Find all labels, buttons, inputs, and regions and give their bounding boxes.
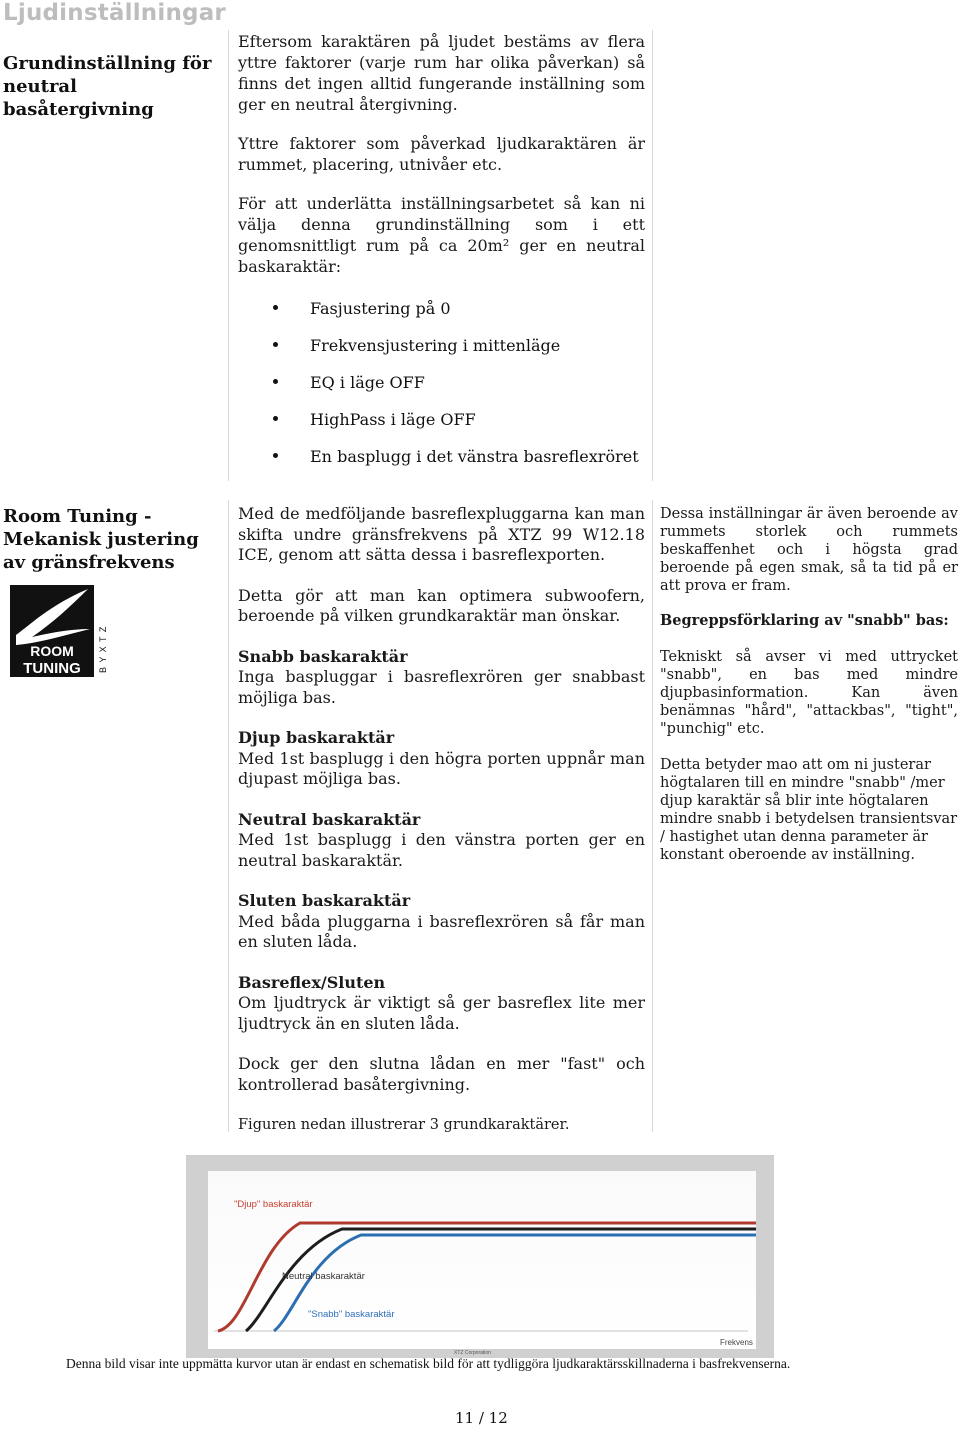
- divider-left-2: [228, 500, 229, 1132]
- page-title: Ljudinställningar: [3, 0, 226, 26]
- logo-text-tuning: TUNING: [23, 660, 81, 677]
- list-item-text: Fasjustering på 0: [310, 299, 451, 318]
- figure-svg: [186, 1155, 774, 1358]
- page-number: 11 / 12: [455, 1409, 508, 1427]
- djup-label: "Djup" baskaraktär: [234, 1199, 313, 1210]
- room-tuning-logo: [10, 585, 112, 677]
- list-item: [310, 335, 650, 372]
- snabb-label: "Snabb" baskaraktär: [308, 1309, 395, 1320]
- bullet-icon: [273, 305, 278, 310]
- item-title: Snabb baskaraktär: [238, 646, 408, 666]
- side-heading: Begreppsförklaring av "snabb" bas:: [660, 612, 949, 629]
- figure-intro: Figuren nedan illustrerar 3 grundkaraktärer.: [238, 1117, 570, 1133]
- section-heading-basic-setting: Grundinställning för neutral basåtergivning: [3, 53, 212, 120]
- settings-list: [310, 298, 650, 483]
- paragraph: Tekniskt så avser vi med uttrycket "snabb", en bas med mindre djupbasinformation. Kan även benämnas "hård", "attackbas", "tight", "punchig" etc.: [660, 649, 958, 737]
- bullet-icon: [273, 416, 278, 421]
- item-text: Med 1st basplugg i den vänstra porten ger en neutral baskaraktär.: [238, 830, 645, 870]
- logo-side-text: B Y X T Z: [98, 625, 108, 673]
- item-title: Sluten baskaraktär: [238, 891, 411, 910]
- logo-text-room: ROOM: [30, 643, 74, 659]
- paragraph: För att underlätta inställningsarbetet så kan ni välja denna grundinställning som i ett genomsnittligt rum på ca 20m² ger en neutral baskaraktär:: [238, 194, 645, 276]
- figure-caption: Denna bild visar inte uppmätta kurvor utan är endast en schematisk bild för att tydliggöra ljudkaraktärsskillnaderna i basfrekvenserna.: [66, 1356, 791, 1371]
- section1-body: [238, 31, 645, 277]
- divider-right: [652, 30, 653, 481]
- bullet-icon: [273, 379, 278, 384]
- list-item: [310, 446, 650, 483]
- list-item: [310, 298, 650, 335]
- bass-character-figure: [186, 1155, 774, 1358]
- list-item-text: HighPass i läge OFF: [310, 410, 476, 429]
- item-title: Neutral baskaraktär: [238, 809, 421, 829]
- list-item: [310, 409, 650, 446]
- paragraph: Med de medföljande basreflexpluggarna kan man skifta undre gränsfrekvens på XTZ 99 W12.18 ICE, genom att sätta dessa i basreflexporten.: [238, 504, 645, 564]
- bullet-icon: [273, 342, 278, 347]
- logo-graphic: [10, 585, 112, 677]
- section2-body: [238, 504, 645, 1136]
- list-item: [310, 372, 650, 409]
- divider-right-2: [652, 500, 653, 1132]
- bullet-icon: [273, 453, 278, 458]
- section-heading-room-tuning: Room Tuning - Mekanisk justering av gränsfrekvens: [3, 506, 199, 573]
- item-text: Om ljudtryck är viktigt så ger basreflex lite mer ljudtryck än en sluten låda.: [238, 993, 645, 1033]
- item-text: Med 1st basplugg i den högra porten uppnår man djupast möjliga bas.: [238, 748, 645, 788]
- paragraph: Eftersom karaktären på ljudet bestäms av flera yttre faktorer (varje rum har olika påverkan) så finns det ingen alltid fungerande inställning som ger en neutral återgivning.: [238, 32, 645, 114]
- brand-label: XTZ Corporation: [454, 1350, 491, 1356]
- item-text: Inga baspluggar i basreflexrören ger snabbast möjliga bas.: [238, 667, 645, 707]
- divider-left: [228, 30, 229, 481]
- paragraph: Detta gör att man kan optimera subwoofern, beroende på vilken grundkaraktär man önskar.: [238, 585, 645, 625]
- list-item-text: Frekvensjustering i mittenläge: [310, 336, 561, 355]
- paragraph: Dessa inställningar är även beroende av rummets storlek och rummets beskaffenhet och i högsta grad beroende på egen smak, så ta tid på er att prova er fram.: [660, 506, 958, 594]
- list-item-text: EQ i läge OFF: [310, 373, 425, 392]
- x-axis-label: Frekvens: [720, 1338, 753, 1347]
- list-item-text: En basplugg i det vänstra basreflexröret: [310, 447, 639, 466]
- side-notes: [660, 505, 958, 864]
- paragraph: Yttre faktorer som påverkad ljudkaraktären är rummet, placering, utnivåer etc.: [238, 134, 645, 174]
- neutral-label: Neutral baskaraktär: [282, 1271, 365, 1282]
- paragraph: Detta betyder mao att om ni justerar högtalaren till en mindre "snabb" /mer djup karaktär så blir inte högtalaren mindre snabb i betydelsen transientsvar / hastighet utan denna parameter är konstant oberoende av inställning.: [660, 757, 958, 863]
- paragraph: Dock ger den slutna lådan en mer "fast" och kontrollerad basåtergivning.: [238, 1054, 645, 1094]
- item-title: Basreflex/Sluten: [238, 972, 386, 992]
- item-text: Med båda pluggarna i basreflexrören så får man en sluten låda.: [238, 911, 645, 951]
- item-title: Djup baskaraktär: [238, 728, 395, 747]
